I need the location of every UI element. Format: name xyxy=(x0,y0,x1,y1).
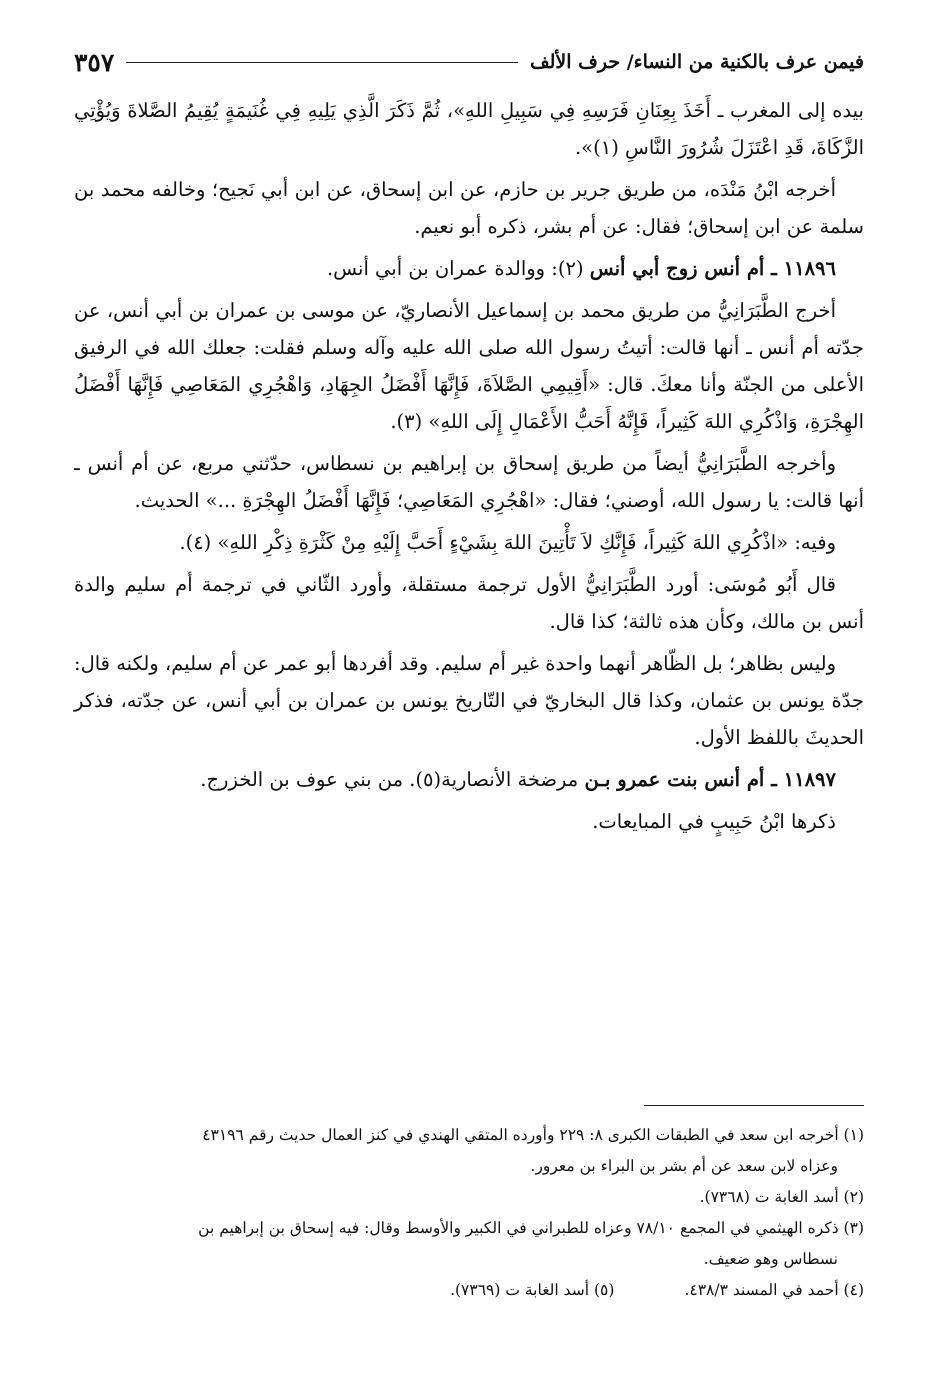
entry-text: مرضخة الأنصارية(٥). من بني عوف بن الخزرج. xyxy=(200,768,579,791)
footnote-5: (٥) أسد الغابة ت (٧٣٦٩). xyxy=(450,1281,615,1299)
book-page xyxy=(74,40,864,1360)
footnote-1-continued: وعزاه لابن سعد عن أم بشر بن البراء بن معرور. xyxy=(530,1157,838,1175)
paragraph-6: قال أَبُو مُوسَى: أورد الطَّبَرَانِيُّ الأول ترجمة مستقلة، وأورد الثّاني في ترجمة أم سليم والدة أنس بن مالك، وكأن هذه ثالثة؛ كذا قال. xyxy=(74,573,864,633)
main-text xyxy=(74,92,864,840)
paragraph-1: بيده إلى المغرب ـ أَخَذَ بِعِنَانِ فَرَسِهِ فِي سَبِيلِ اللهِ»، ثُمَّ ذَكَرَ الَّذِي يَلِيهِ فِي غُنَيمَةٍ يُقِيمُ الصَّلاةَ وَيُؤْتِي الزَّكَاةَ، قَدِ اعْتَزَلَ شُرُورَ النَّاسِ (١)». xyxy=(74,99,864,159)
page-header xyxy=(74,40,864,84)
entry-text: (٢): ووالدة عمران بن أبي أنس. xyxy=(326,257,584,280)
paragraph-5: وفيه: «اذْكُرِي اللهَ كَثِيراً، فَإِنَّكِ لاَ تَأْتِينَ اللهَ بِشَيْءٍ أَحَبَّ إِلَيْهِ مِنْ كَثْرَةِ ذِكْرِ اللهِ» (٤). xyxy=(179,531,836,554)
paragraph-8: ذكرها ابْنُ حَبِيبٍ في المبايعات. xyxy=(592,810,836,833)
footnote-3-continued: نسطاس وهو ضعيف. xyxy=(703,1250,838,1268)
entry-11897 xyxy=(74,761,864,798)
paragraph-3: أخرج الطَّبَرَانِيُّ من طريق محمد بن إسماعيل الأنصاريّ، عن موسى بن عمران بن أبي أنس، عن جدّته أم أنس ـ أنها قالت: أتيتُ رسول الله صلى الله عليه وآله وسلم فقلت: جعلك الله في الرفيق الأعلى من الجنّة وأنا معكَ. قال: «أَقِيمِي الصَّلاَةَ، فَإِنَّهَا أَفْضَلُ الجِهَادِ، وَاهْجُرِي المَعَاصِي فَإِنَّهَا أَفْضَلُ الهِجْرَةِ، وَاذْكُرِي اللهَ كَثِيراً، فَإِنَّهُ أَحَبُّ الأَعْمَالِ إِلَى اللهِ» (٣). xyxy=(74,299,864,433)
paragraph-4: وأخرجه الطَّبَرَانِيُّ أيضاً من طريق إسحاق بن إبراهيم بن نسطاس، حدّثني مربع، عن أم أنس ـ أنها قالت: يا رسول الله، أوصني؛ فقال: «اهْجُرِي المَعَاصِي؛ فَإِنَّهَا أَفْضَلُ الهِجْرَةِ ...» الحديث. xyxy=(74,452,864,512)
running-head: فيمن عرف بالكنية من النساء/ حرف الألف xyxy=(529,51,864,73)
footnote-1: (١) أخرجه ابن سعد في الطبقات الكبرى ٨: ٢٢٩ وأورده المتقي الهندي في كنز العمال حديث رقم ٤٣١٩٦ xyxy=(202,1126,864,1144)
header-rule xyxy=(126,62,518,63)
footnote-2: (٢) أسد الغابة ت (٧٣٦٨). xyxy=(699,1188,864,1206)
paragraph-7: وليس بظاهر؛ بل الظّاهر أنهما واحدة غير أم سليم. وقد أفردها أبو عمر عن أم سليم، ولكنه قال: جدّة يونس بن عثمان، وكذا قال البخاريّ في التّاريخ يونس بن عمران بن أبي أنس، عن جدّته، فذكر الحديثَ باللفظ الأول. xyxy=(74,652,864,749)
footnote-rule xyxy=(644,1105,864,1106)
entry-11896 xyxy=(74,250,864,287)
footnote-4: (٤) أحمد في المسند ٤٣٨/٣. xyxy=(684,1281,864,1299)
footnotes xyxy=(74,1120,864,1306)
paragraph-2: أخرجه ابْنُ مَنْدَه، من طريق جرير بن حازم، عن ابن إسحاق، عن ابن أبي نَجيح؛ وخالفه محمد بن سلمة عن ابن إسحاق؛ فقال: عن أم بشر، ذكره أبو نعيم. xyxy=(74,178,864,238)
page-number: ٣٥٧ xyxy=(74,47,115,77)
entry-title: ١١٨٩٧ ـ أم أنس بنت عمرو بـن xyxy=(584,768,836,791)
entry-title: ١١٨٩٦ ـ أم أنس زوج أبي أنس xyxy=(589,257,836,280)
footnote-row-4-5 xyxy=(74,1275,864,1306)
footnote-3: (٣) ذكره الهيثمي في المجمع ٧٨/١٠ وعزاه للطبراني في الكبير والأوسط وقال: فيه إسحاق بن إبراهيم بن xyxy=(198,1219,864,1237)
